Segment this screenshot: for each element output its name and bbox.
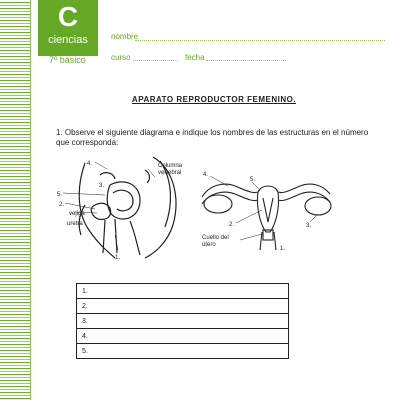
answer-cell[interactable]: 2. [77, 299, 289, 314]
right-label-1: 1. [280, 246, 286, 252]
answer-row[interactable] [77, 344, 289, 359]
course-label: curso [111, 53, 131, 62]
right-label-4: 4. [203, 172, 209, 178]
course-field[interactable] [133, 60, 178, 61]
left-label-2: 2. [59, 202, 65, 208]
right-label-5: 5. [250, 177, 256, 183]
instruction-text: 1. Observe el siguiente diagrama e indique los nombres de las estructuras en el número que corresponda: [56, 128, 369, 147]
answer-row[interactable] [77, 314, 289, 329]
grade-label: 7º básico [49, 55, 86, 65]
answer-row[interactable] [77, 329, 289, 344]
date-field[interactable] [206, 60, 286, 61]
right-label-2: 2. [229, 222, 235, 228]
answer-cell[interactable]: 4. [77, 329, 289, 344]
left-label-uretra: uretra [67, 221, 83, 227]
left-label-1: 1. [115, 255, 121, 260]
uterus-front-diagram [200, 162, 335, 252]
pelvis-side-diagram [55, 155, 190, 260]
left-label-columna: Columna [158, 163, 183, 169]
name-field[interactable] [135, 40, 385, 41]
left-label-4: 4. [87, 161, 93, 167]
answer-row[interactable] [77, 299, 289, 314]
logo-letter: C [57, 1, 79, 32]
logo-subject: ciencias [48, 34, 88, 46]
left-label-vejiga: vejiga [69, 211, 85, 217]
right-label-cuello: Cuello del [202, 235, 229, 241]
answer-cell[interactable]: 3. [77, 314, 289, 329]
right-label-3: 3. [306, 223, 312, 229]
answer-table [76, 283, 289, 359]
date-label: fecha [185, 53, 205, 62]
name-label: nombre [111, 32, 139, 41]
subject-logo [38, 0, 98, 56]
left-label-vertebral: vertebral [158, 170, 182, 176]
worksheet-title: APARATO REPRODUCTOR FEMENINO. [131, 95, 297, 104]
decorative-border [0, 0, 31, 400]
answer-row[interactable] [77, 284, 289, 299]
left-label-3: 3. [99, 183, 105, 189]
left-label-5: 5. [57, 192, 63, 198]
right-label-utero: útero [202, 242, 216, 248]
answer-cell[interactable]: 1. [77, 284, 289, 299]
answer-cell[interactable]: 5. [77, 344, 289, 359]
